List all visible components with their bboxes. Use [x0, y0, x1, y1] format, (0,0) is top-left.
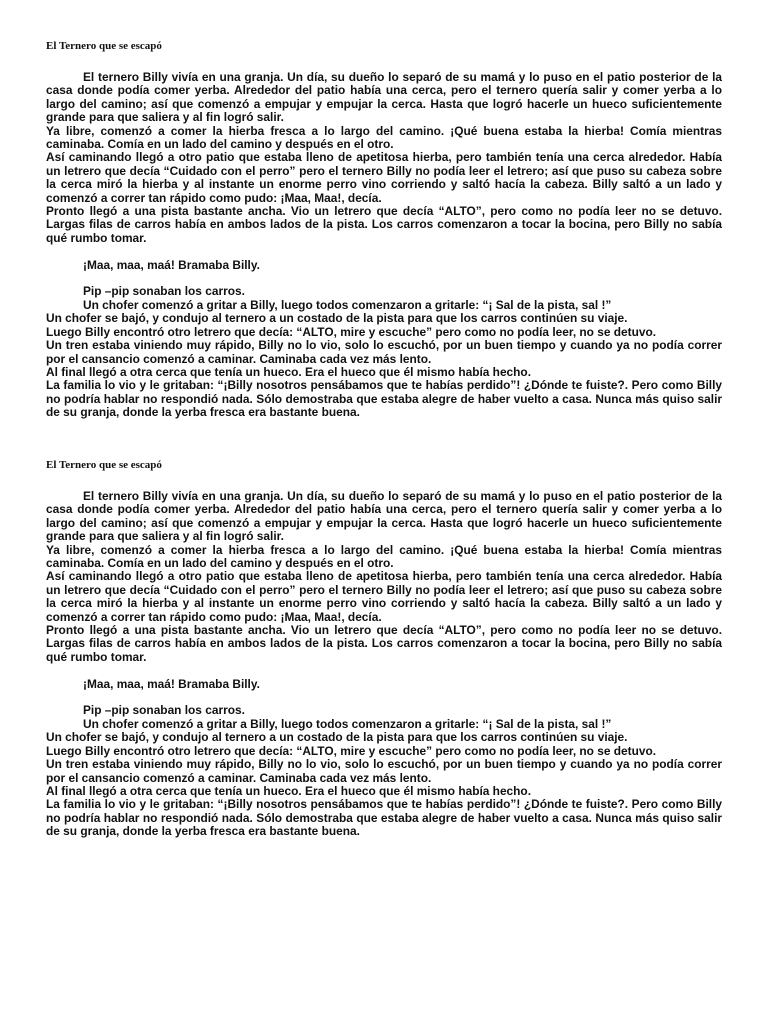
story-first	[46, 40, 722, 420]
paragraph: ¡Maa, maa, maá! Bramaba Billy.	[83, 257, 260, 272]
paragraph: La familia lo vio y le gritaban: “¡Billy nosotros pensábamos que te habías perdido”! ¿Dónde te fuiste?. Pero como Billy no podría hablar no respondió nada. Sólo demostraba que estaba alegre de haber vuelto a casa. Nunca más quiso salir de su granja, donde la yerba fresca era bastante buena.	[46, 797, 722, 839]
paragraph: Pronto llegó a una pista bastante ancha. Vio un letrero que decía “ALTO”, pero como no podía leer no se detuvo. Largas filas de carros había en ambos lados de la pista. Los carros comenzaron a tocar la bocina, pero Billy no sabía qué rumbo tomar.	[46, 623, 722, 664]
paragraph: Un chofer se bajó, y condujo al ternero a un costado de la pista para que los carros continúen su viaje.	[46, 730, 628, 745]
paragraph: Un tren estaba viniendo muy rápido, Billy no lo vio, solo lo escuchó, por un buen tiempo y cuando ya no podía correr por el cansancio comenzó a caminar. Caminaba cada vez más lento.	[46, 338, 722, 366]
paragraph: La familia lo vio y le gritaban: “¡Billy nosotros pensábamos que te habías perdido”! ¿Dónde te fuiste?. Pero como Billy no podría hablar no respondió nada. Sólo demostraba que estaba alegre de haber vuelto a casa. Nunca más quiso salir de su granja, donde la yerba fresca era bastante buena.	[46, 378, 722, 420]
paragraph: Un chofer comenzó a gritar a Billy, luego todos comenzaron a gritarle: “¡ Sal de la pista, sal !”	[83, 716, 612, 731]
paragraph: Un chofer se bajó, y condujo al ternero a un costado de la pista para que los carros continúen su viaje.	[46, 311, 628, 326]
paragraph: Luego Billy encontró otro letrero que decía: “ALTO, mire y escuche” pero como no podía leer, no se detuvo.	[46, 324, 657, 339]
paragraph: Así caminando llegó a otro patio que estaba lleno de apetitosa hierba, pero también tenía una cerca alrededor. Había un letrero que decía “Cuidado con el perro” pero el ternero Billy no podía leer el letrero; así que puso su cabeza sobre la cerca miró la hierba y al instante un enorme perro vino corriendo y saltó hacía la cabeza. Billy saltó a un lado y comenzó a correr tan rápido como pudo: ¡Maa, Maa!, decía.	[46, 150, 722, 205]
paragraph: Un tren estaba viniendo muy rápido, Billy no lo vio, solo lo escuchó, por un buen tiempo y cuando ya no podía correr por el cansancio comenzó a caminar. Caminaba cada vez más lento.	[46, 757, 722, 785]
paragraph: El ternero Billy vivía en una granja. Un día, su dueño lo separó de su mamá y lo puso en el patio posterior de la casa donde podía comer yerba. Alrededor del patio había una cerca, pero el ternero quería salir y comer yerba a lo largo del camino; así que comenzó a empujar y empujar la cerca. Hasta que logró hacerle un hueco suficientemente grande para que saliera y al fin logró salir.	[46, 489, 722, 544]
paragraph: Pip –pip sonaban los carros.	[83, 703, 245, 718]
paragraph: Un chofer comenzó a gritar a Billy, luego todos comenzaron a gritarle: “¡ Sal de la pista, sal !”	[83, 297, 612, 312]
paragraph: ¡Maa, maa, maá! Bramaba Billy.	[83, 676, 260, 691]
paragraph: Ya libre, comenzó a comer la hierba fresca a lo largo del camino. ¡Qué buena estaba la hierba! Comía mientras caminaba. Comía en un lado del camino y después en el otro.	[46, 542, 722, 571]
paragraph: Así caminando llegó a otro patio que estaba lleno de apetitosa hierba, pero también tenía una cerca alrededor. Había un letrero que decía “Cuidado con el perro” pero el ternero Billy no podía leer el letrero; así que puso su cabeza sobre la cerca miró la hierba y al instante un enorme perro vino corriendo y saltó hacía la cabeza. Billy saltó a un lado y comenzó a correr tan rápido como pudo: ¡Maa, Maa!, decía.	[46, 569, 722, 624]
story-title: El Ternero que se escapó	[46, 459, 162, 471]
story-second	[46, 459, 722, 839]
paragraph: Pip –pip sonaban los carros.	[83, 284, 245, 299]
paragraph: Al final llegó a otra cerca que tenía un hueco. Era el hueco que él mismo había hecho.	[46, 783, 531, 798]
paragraph: El ternero Billy vivía en una granja. Un día, su dueño lo separó de su mamá y lo puso en el patio posterior de la casa donde podía comer yerba. Alrededor del patio había una cerca, pero el ternero quería salir y comer yerba a lo largo del camino; así que comenzó a empujar y empujar la cerca. Hasta que logró hacerle un hueco suficientemente grande para que saliera y al fin logró salir.	[46, 70, 722, 125]
paragraph: Ya libre, comenzó a comer la hierba fresca a lo largo del camino. ¡Qué buena estaba la hierba! Comía mientras caminaba. Comía en un lado del camino y después en el otro.	[46, 123, 722, 152]
story-title: El Ternero que se escapó	[46, 40, 162, 52]
paragraph: Pronto llegó a una pista bastante ancha. Vio un letrero que decía “ALTO”, pero como no podía leer no se detuvo. Largas filas de carros había en ambos lados de la pista. Los carros comenzaron a tocar la bocina, pero Billy no sabía qué rumbo tomar.	[46, 204, 722, 245]
paragraph: Al final llegó a otra cerca que tenía un hueco. Era el hueco que él mismo había hecho.	[46, 364, 531, 379]
paragraph: Luego Billy encontró otro letrero que decía: “ALTO, mire y escuche” pero como no podía leer, no se detuvo.	[46, 743, 657, 758]
